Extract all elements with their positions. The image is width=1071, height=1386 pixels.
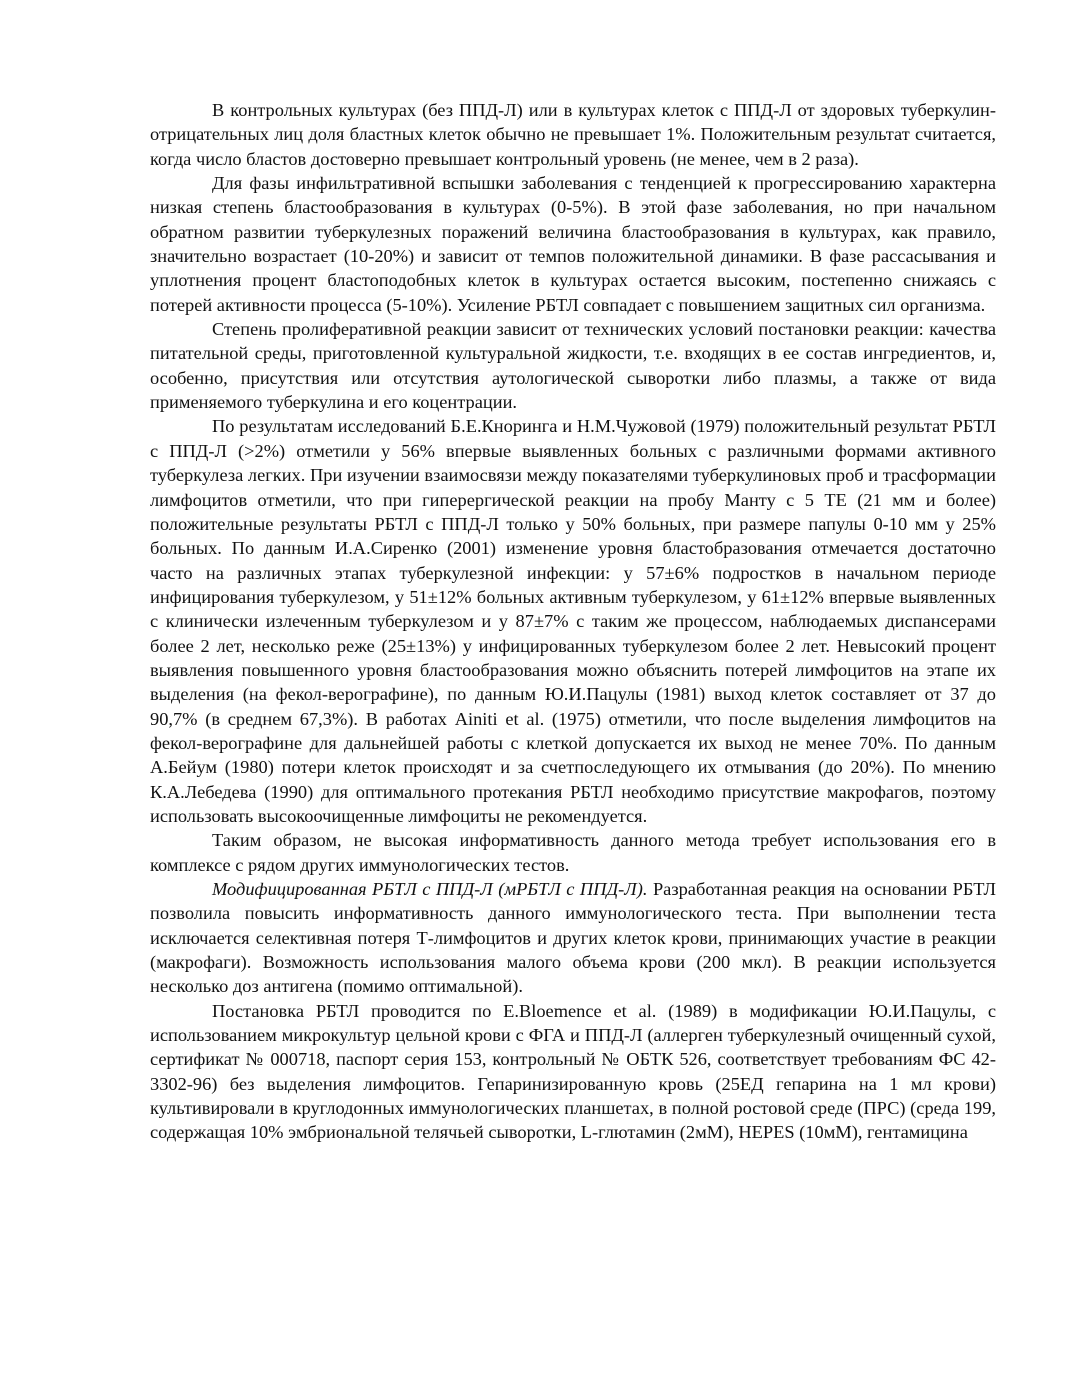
paragraph-proliferative-reaction: Степень пролиферативной реакции зависит от технических условий постановки реакции: качества питательной среды, приготовленной культуральной жидкости, т.е. входящих в ее состав ингредиентов, и, особенно, присутствия или отсутствия аутологической сыворотки либо плазмы, а также от вида применяемого туберкулина и его коцентрации.: [150, 319, 996, 413]
modified-rbtl-text: Разработанная реакция на основании РБТЛ позволила повысить информативность данного иммунологического теста. При выполнении теста исключается селективная потеря Т-лимфоцитов и других клеток крови, принимающих участие в реакции (макрофаги). Возможность использования малого объема крови (200 мкл). В реакции используется несколько доз антигена (помимо оптимальной).: [150, 879, 996, 997]
paragraph-conclusion: Таким образом, не высокая информативность данного метода требует использования его в комплексе с рядом других иммунологических тестов.: [150, 830, 996, 875]
paragraph-control-cultures: В контрольных культурах (без ППД-Л) или в культурах клеток с ППД-Л от здоровых туберкулин-отрицательных лиц доля бластных клеток обычно не превышает 1%. Положительным результат считается, когда число бластов достоверно превышает контрольный уровень (не менее, чем в 2 раза).: [150, 100, 996, 169]
modified-rbtl-heading: Модифицированная РБТЛ с ППД-Л (мРБТЛ с ППД-Л).: [212, 879, 648, 899]
paragraph-rbtl-procedure: Постановка РБТЛ проводится по E.Bloemence et al. (1989) в модификации Ю.И.Пацулы, с использованием микрокультур цельной крови с ФГА и ППД-Л (аллерген туберкулезный очищенный сухой, сертификат № 000718, паспорт серия 153, контрольный № ОБТК 526, соответствует требованиям ФС 42-3302-96) без выделения лимфоцитов. Гепаринизированную кровь (25ЕД гепарина на 1 мл крови) культивировали в круглодонных иммунологических планшетах, в полной ростовой среде (ПРС) (среда 199, содержащая 10% эмбриональной телячьей сыворотки, L-глютамин (2мМ), HEPES (10мМ), гентамицина: [150, 1000, 996, 1143]
paragraph-infiltrative-phase: Для фазы инфильтративной вспышки заболевания с тенденцией к прогрессированию характерна низкая степень бластообразования в культурах (0-5%). В этой фазе заболевания, но при начальном обратном развитии туберкулезных поражений величина бластообразования в культурах, как правило, значительно возрастает (10-20%) и зависит от темпов положительной динамики. В фазе рассасывания и уплотнения процент бластоподобных клеток в культурах остается высоким, постепенно снижаясь с потерей активности процесса (5-10%). Усиление РБТЛ совпадает с повышением защитных сил организма.: [150, 173, 996, 315]
document-page: [150, 98, 996, 1145]
paragraph-modified-rbtl: [150, 877, 996, 999]
paragraph-research-results: По результатам исследований Б.Е.Кноринга и Н.М.Чужовой (1979) положительный результат РБТЛ с ППД-Л (>2%) отметили у 56% впервые выявленных больных с различными формами активного туберкулеза легких. При изучении взаимосвязи между показателями туберкулиновых проб и трасформации лимфоцитов отметили, что при гиперергической реакции на пробу Манту с 5 ТЕ (21 мм и более) положительные результаты РБТЛ с ППД-Л только у 50% больных, при размере папулы 0-10 мм у 25% больных. По данным И.А.Сиренко (2001) изменение уровня бластобразования отмечается достаточно часто на различных этапах туберкулезной инфекции: у 57±6% подростков в начальном периоде инфицирования туберкулезом, у 51±12% больных активным туберкулезом, у 61±12% впервые выявленных с клинически излеченным туберкулезом и у 87±7% с таким же процессом, наблюдаемых диспансерами более 2 лет, несколько реже (25±13%) у инфицированных туберкулезом более 2 лет. Невысокий процент выявления повышенного уровня бластообразования можно объяснить потерей лимфоцитов на этапе их выделения (на фекол-верографине), по данным Ю.И.Пацулы (1981) выход клеток составляет от 37 до 90,7% (в среднем 67,3%). В работах Ainiti et al. (1975) отметили, что после выделения лимфоцитов на фекол-верографине для дальнейшей работы с клеткой допускается их выход не менее 70%. По данным А.Бейум (1980) потери клеток происходят и за счетпоследующего их отмывания (до 20%). По мнению К.А.Лебедева (1990) для оптимального протекания РБТЛ необходимо присутствие макрофагов, поэтому использовать высокоочищенные лимфоциты не рекомендуется.: [150, 416, 996, 826]
